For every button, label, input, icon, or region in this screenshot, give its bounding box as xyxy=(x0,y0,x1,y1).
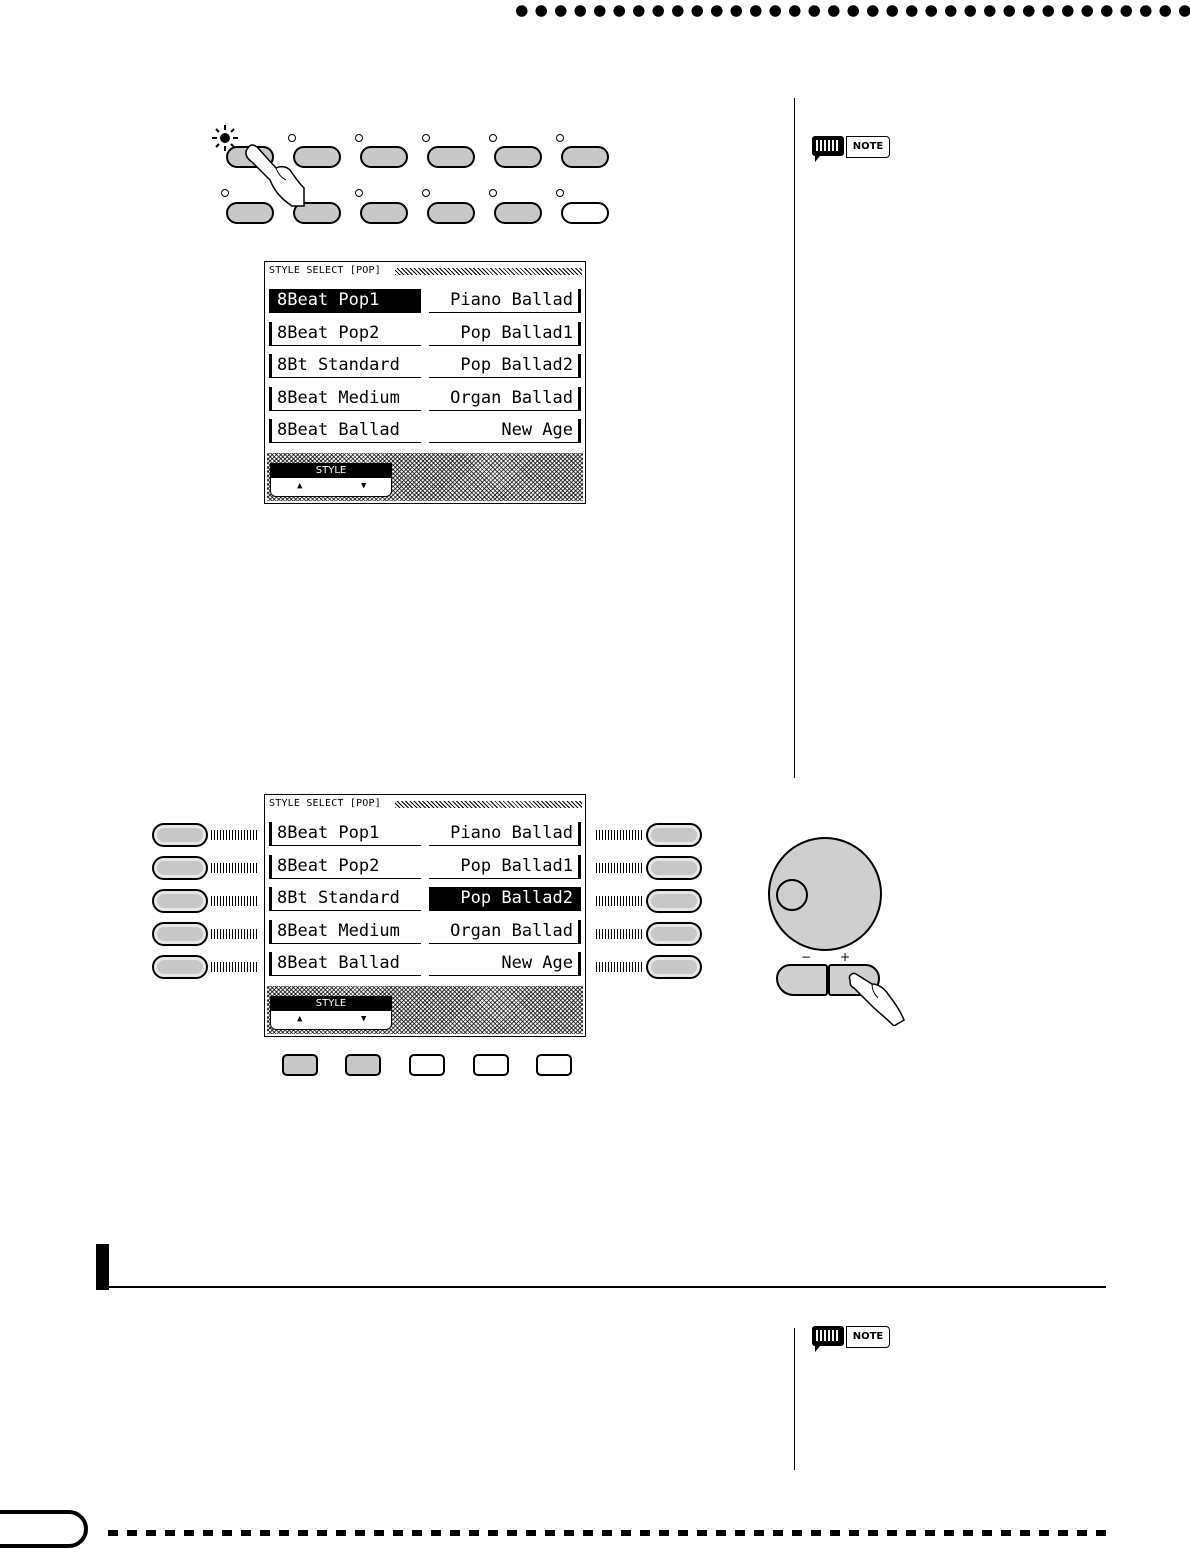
style-item-right-2[interactable]: Pop Ballad1 xyxy=(429,322,581,346)
led-indicator xyxy=(422,134,430,142)
arrow-up-icon: ▲ xyxy=(297,1014,303,1024)
decrement-button[interactable] xyxy=(776,964,828,996)
column-divider-bottom xyxy=(794,1328,795,1470)
note-icon xyxy=(812,136,844,156)
style-item-left-5[interactable]: 8Beat Ballad xyxy=(269,952,421,976)
style-item-left-1[interactable]: 8Beat Pop1 xyxy=(269,289,421,313)
style-item-left-1[interactable]: 8Beat Pop1 xyxy=(269,822,421,846)
button-connector xyxy=(211,896,259,906)
style-item-left-2[interactable]: 8Beat Pop2 xyxy=(269,322,421,346)
button-connector xyxy=(211,929,259,939)
lcd-button-left-3[interactable] xyxy=(152,889,208,913)
note-icon xyxy=(812,1326,844,1346)
led-indicator xyxy=(355,189,363,197)
lcd-title-bar xyxy=(395,801,582,808)
lcd-button-right-2[interactable] xyxy=(646,856,702,880)
lcd-button-right-1[interactable] xyxy=(646,823,702,847)
note-badge: NOTE xyxy=(812,1326,890,1350)
lcd-button-right-4[interactable] xyxy=(646,922,702,946)
lcd-button-left-1[interactable] xyxy=(152,823,208,847)
style-item-right-3[interactable]: Pop Ballad2 xyxy=(429,887,581,911)
function-button-4[interactable] xyxy=(473,1054,509,1076)
button-connector xyxy=(211,962,259,972)
lcd-style-select-bottom xyxy=(264,794,586,1037)
section-heading-rule xyxy=(96,1286,1106,1288)
lcd-footer xyxy=(267,453,583,501)
style-item-left-4[interactable]: 8Beat Medium xyxy=(269,387,421,411)
button-connector xyxy=(211,830,259,840)
button-connector xyxy=(596,962,644,972)
style-button[interactable] xyxy=(494,146,542,168)
minus-label: − xyxy=(801,950,812,964)
function-button-5[interactable] xyxy=(536,1054,572,1076)
style-item-right-4[interactable]: Organ Ballad xyxy=(429,387,581,411)
style-button[interactable] xyxy=(494,202,542,224)
section-heading-marker xyxy=(96,1244,109,1290)
button-connector xyxy=(211,863,259,873)
data-dial-icon[interactable] xyxy=(768,837,882,951)
note-badge: NOTE xyxy=(812,136,890,160)
lcd-footer xyxy=(267,986,583,1034)
top-dot-border xyxy=(512,4,1190,18)
pointing-hand-icon xyxy=(846,972,906,1026)
style-item-left-3[interactable]: 8Bt Standard xyxy=(269,887,421,911)
function-button-1[interactable] xyxy=(282,1054,318,1076)
style-item-right-3[interactable]: Pop Ballad2 xyxy=(429,354,581,378)
button-connector xyxy=(596,863,644,873)
lcd-title-bar xyxy=(395,268,582,275)
style-button[interactable] xyxy=(427,202,475,224)
lcd-button-left-4[interactable] xyxy=(152,922,208,946)
style-button[interactable] xyxy=(360,202,408,224)
plus-label: + xyxy=(840,950,851,964)
style-item-left-4[interactable]: 8Beat Medium xyxy=(269,920,421,944)
lcd-button-left-2[interactable] xyxy=(152,856,208,880)
pointing-hand-icon xyxy=(240,140,306,210)
bottom-dash-border xyxy=(108,1530,1108,1536)
style-page-control xyxy=(270,463,392,497)
style-button[interactable] xyxy=(427,146,475,168)
page-number-tab xyxy=(0,1510,88,1548)
lcd-title: STYLE SELECT [POP] xyxy=(269,265,385,276)
led-indicator xyxy=(355,134,363,142)
led-indicator xyxy=(556,134,564,142)
button-connector xyxy=(596,896,644,906)
style-item-right-5[interactable]: New Age xyxy=(429,952,581,976)
function-button-3[interactable] xyxy=(409,1054,445,1076)
lcd-button-right-5[interactable] xyxy=(646,955,702,979)
dial-knob xyxy=(776,879,808,911)
lcd-title: STYLE SELECT [POP] xyxy=(269,798,385,809)
led-indicator xyxy=(422,189,430,197)
lcd-button-right-3[interactable] xyxy=(646,889,702,913)
arrow-down-icon: ▼ xyxy=(361,1014,367,1024)
arrow-up-icon: ▲ xyxy=(297,481,303,491)
led-indicator xyxy=(489,134,497,142)
button-connector xyxy=(596,929,644,939)
led-indicator xyxy=(556,189,564,197)
lcd-button-left-5[interactable] xyxy=(152,955,208,979)
style-label: STYLE xyxy=(271,997,391,1011)
style-item-left-3[interactable]: 8Bt Standard xyxy=(269,354,421,378)
style-button[interactable] xyxy=(561,146,609,168)
style-page-control xyxy=(270,996,392,1030)
style-button-custom[interactable] xyxy=(561,202,609,224)
led-indicator xyxy=(489,189,497,197)
style-item-right-4[interactable]: Organ Ballad xyxy=(429,920,581,944)
button-connector xyxy=(596,830,644,840)
style-button[interactable] xyxy=(360,146,408,168)
style-label: STYLE xyxy=(271,464,391,478)
style-item-right-5[interactable]: New Age xyxy=(429,419,581,443)
function-button-2[interactable] xyxy=(345,1054,381,1076)
style-item-left-2[interactable]: 8Beat Pop2 xyxy=(269,855,421,879)
style-item-right-2[interactable]: Pop Ballad1 xyxy=(429,855,581,879)
style-item-left-5[interactable]: 8Beat Ballad xyxy=(269,419,421,443)
style-item-right-1[interactable]: Piano Ballad xyxy=(429,822,581,846)
column-divider-top xyxy=(794,98,795,778)
style-item-right-1[interactable]: Piano Ballad xyxy=(429,289,581,313)
led-indicator xyxy=(221,189,229,197)
lcd-style-select-top xyxy=(264,261,586,504)
arrow-down-icon: ▼ xyxy=(361,481,367,491)
